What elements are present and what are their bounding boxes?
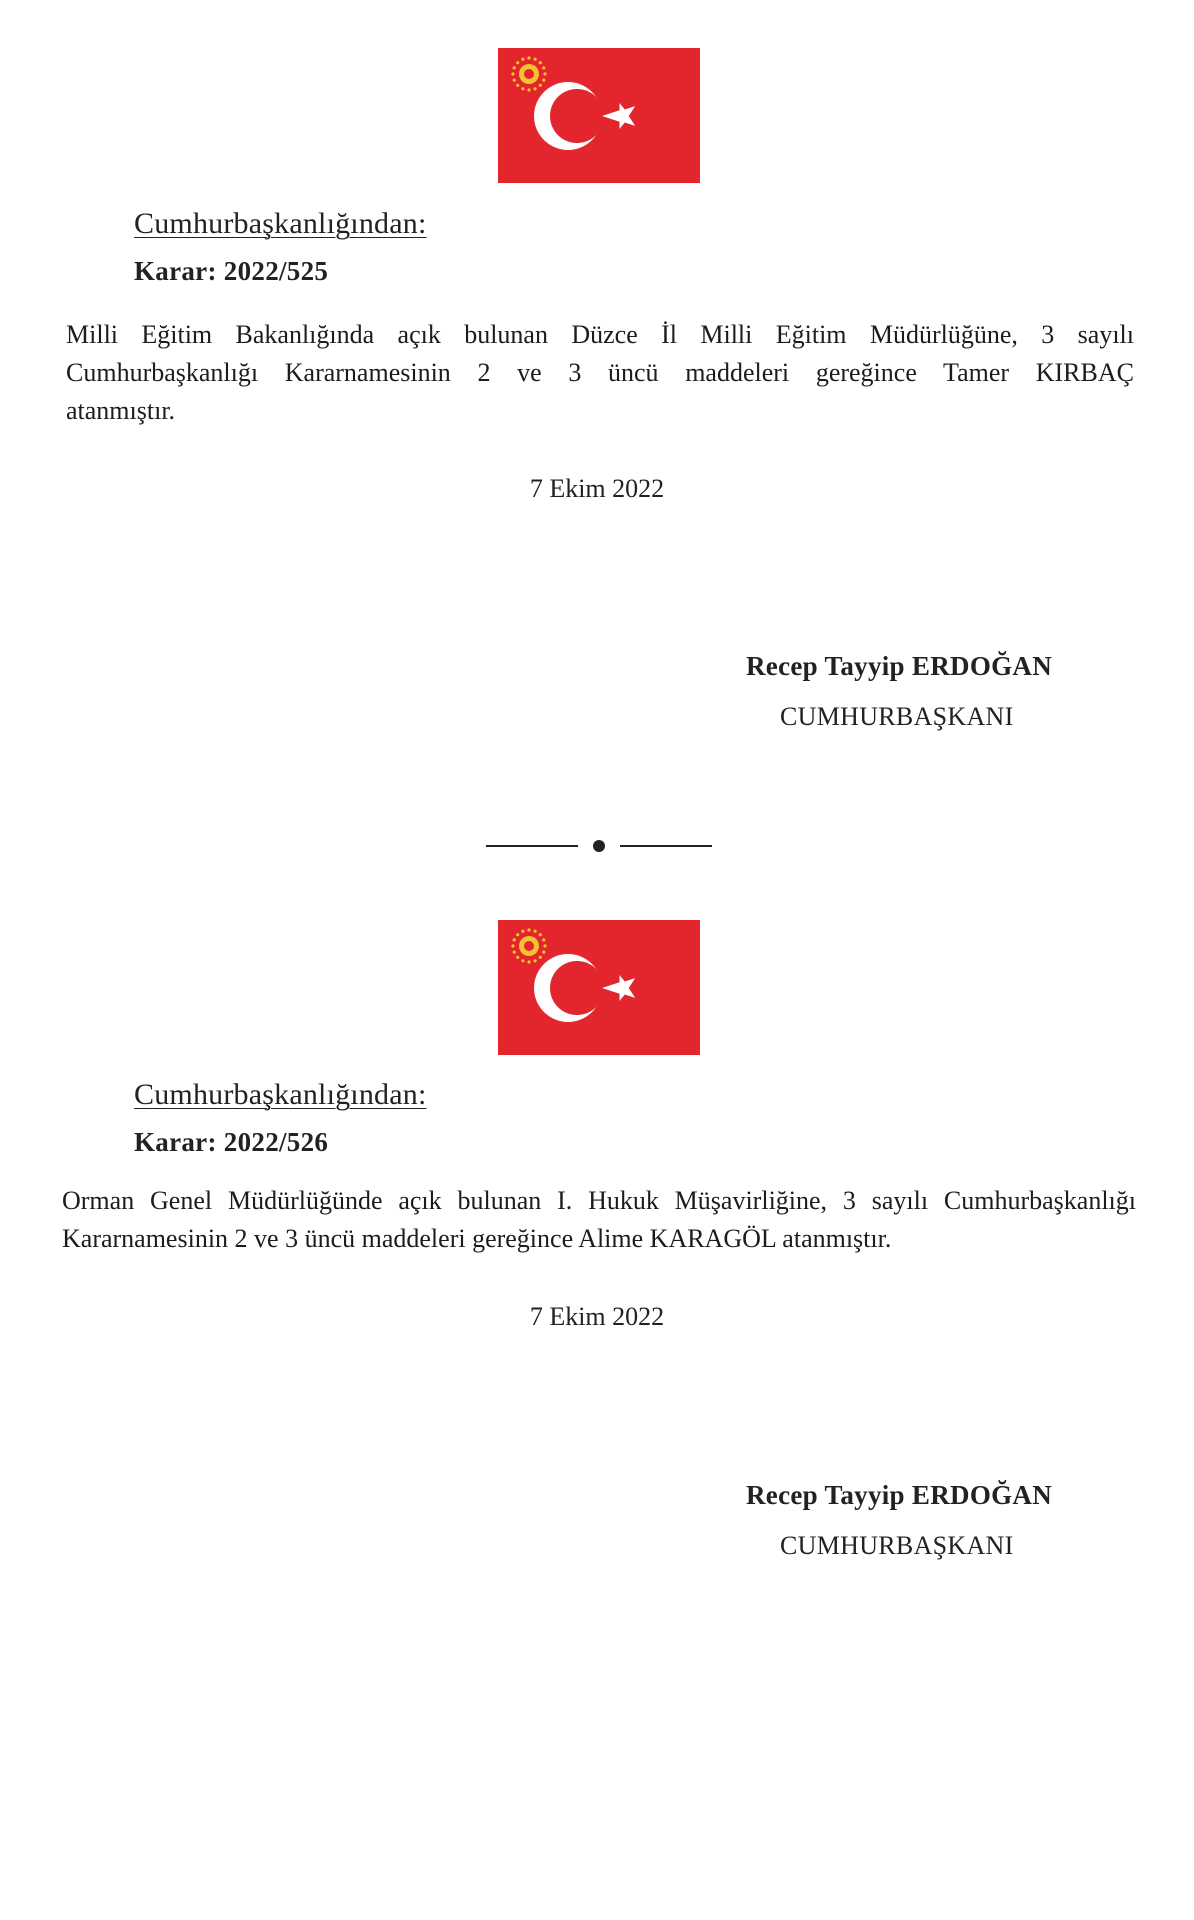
- turkish-presidential-flag-icon: [498, 48, 700, 183]
- signer-title: CUMHURBAŞKANI: [780, 702, 1014, 731]
- decree-body-line: Cumhurbaşkanlığı Kararnamesinin 2 ve 3 üncü maddeleri gereğince Tamer KIRBAÇ: [66, 358, 1134, 387]
- decree-body-line: Kararnamesinin 2 ve 3 üncü maddeleri gereğince Alime KARAGÖL atanmıştır.: [62, 1224, 892, 1253]
- section-separator: [486, 836, 712, 854]
- decree-number: Karar: 2022/526: [134, 1127, 329, 1157]
- decree-body: [62, 1182, 1136, 1258]
- decree-body: [66, 316, 1134, 430]
- turkish-presidential-flag-icon: [498, 920, 700, 1055]
- separator-dash: [486, 845, 578, 847]
- decree-body-line: atanmıştır.: [66, 396, 176, 425]
- separator-dot-icon: [593, 840, 605, 852]
- decree-heading: Cumhurbaşkanlığından:: [134, 1078, 427, 1111]
- signer-name: Recep Tayyip ERDOĞAN: [746, 1480, 1053, 1510]
- decree-body-line: Milli Eğitim Bakanlığında açık bulunan Düzce İl Milli Eğitim Müdürlüğüne, 3 sayılı: [66, 320, 1134, 349]
- decree-body-line: Orman Genel Müdürlüğünde açık bulunan I. Hukuk Müşavirliğine, 3 sayılı Cumhurbaşkanlığı: [62, 1186, 1136, 1215]
- decree-number: Karar: 2022/525: [134, 256, 329, 286]
- decree-date: 7 Ekim 2022: [529, 1302, 665, 1331]
- decree-date: 7 Ekim 2022: [529, 474, 665, 503]
- decree-heading: Cumhurbaşkanlığından:: [134, 207, 427, 240]
- signer-name: Recep Tayyip ERDOĞAN: [746, 651, 1053, 681]
- signer-title: CUMHURBAŞKANI: [780, 1531, 1014, 1560]
- separator-dash: [620, 845, 712, 847]
